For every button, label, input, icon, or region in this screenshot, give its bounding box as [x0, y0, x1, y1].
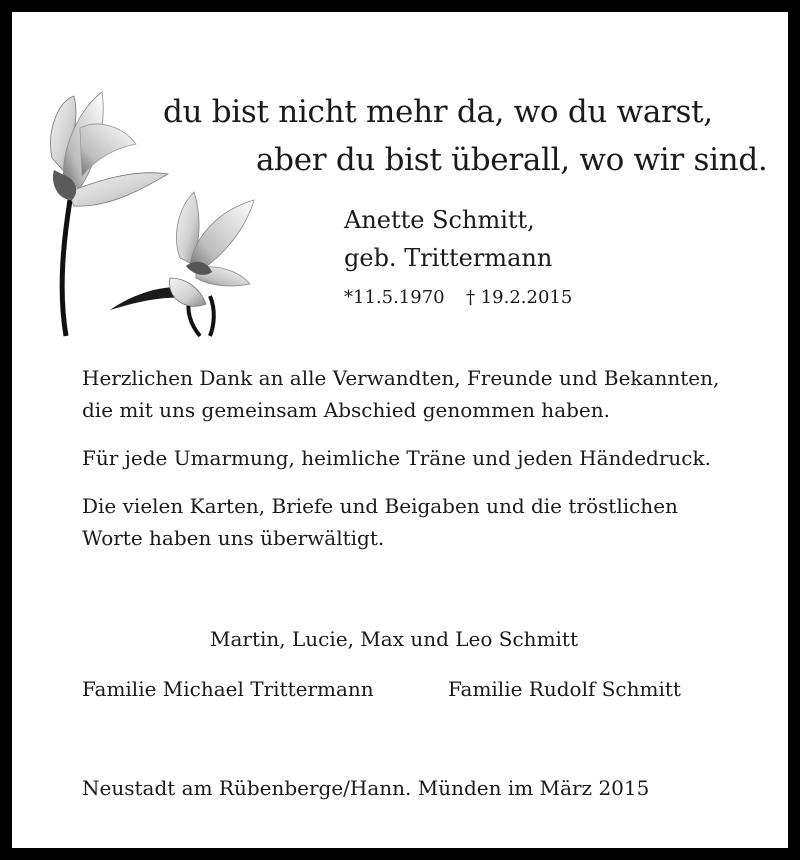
deceased-birth-name: geb. Trittermann	[344, 244, 553, 272]
family-right-signature: Familie Rudolf Schmitt	[448, 677, 681, 701]
thanks-line-1: Herzlichen Dank an alle Verwandten, Freunde und Bekannten,	[82, 366, 720, 390]
death-date: † 19.2.2015	[466, 287, 573, 308]
thanks-line-2: die mit uns gemeinsam Abschied genommen haben.	[82, 398, 610, 422]
thanks-line-4: Worte haben uns überwältigt.	[82, 526, 385, 550]
family-left-signature: Familie Michael Trittermann	[82, 677, 374, 701]
deceased-name: Anette Schmitt,	[344, 206, 535, 234]
birth-date: *11.5.1970	[344, 287, 445, 308]
thanks-line-3: Die vielen Karten, Briefe und Beigaben und die tröstlichen	[82, 494, 678, 518]
thanks-paragraph-2: Für jede Umarmung, heimliche Träne und jeden Händedruck.	[82, 446, 711, 470]
quote-line-2: aber du bist überall, wo wir sind.	[256, 142, 768, 178]
family-main-signature: Martin, Lucie, Max und Leo Schmitt	[210, 627, 578, 651]
place-and-date: Neustadt am Rübenberge/Hann. Münden im März 2015	[82, 776, 650, 800]
quote-line-1: du bist nicht mehr da, wo du warst,	[163, 94, 713, 130]
